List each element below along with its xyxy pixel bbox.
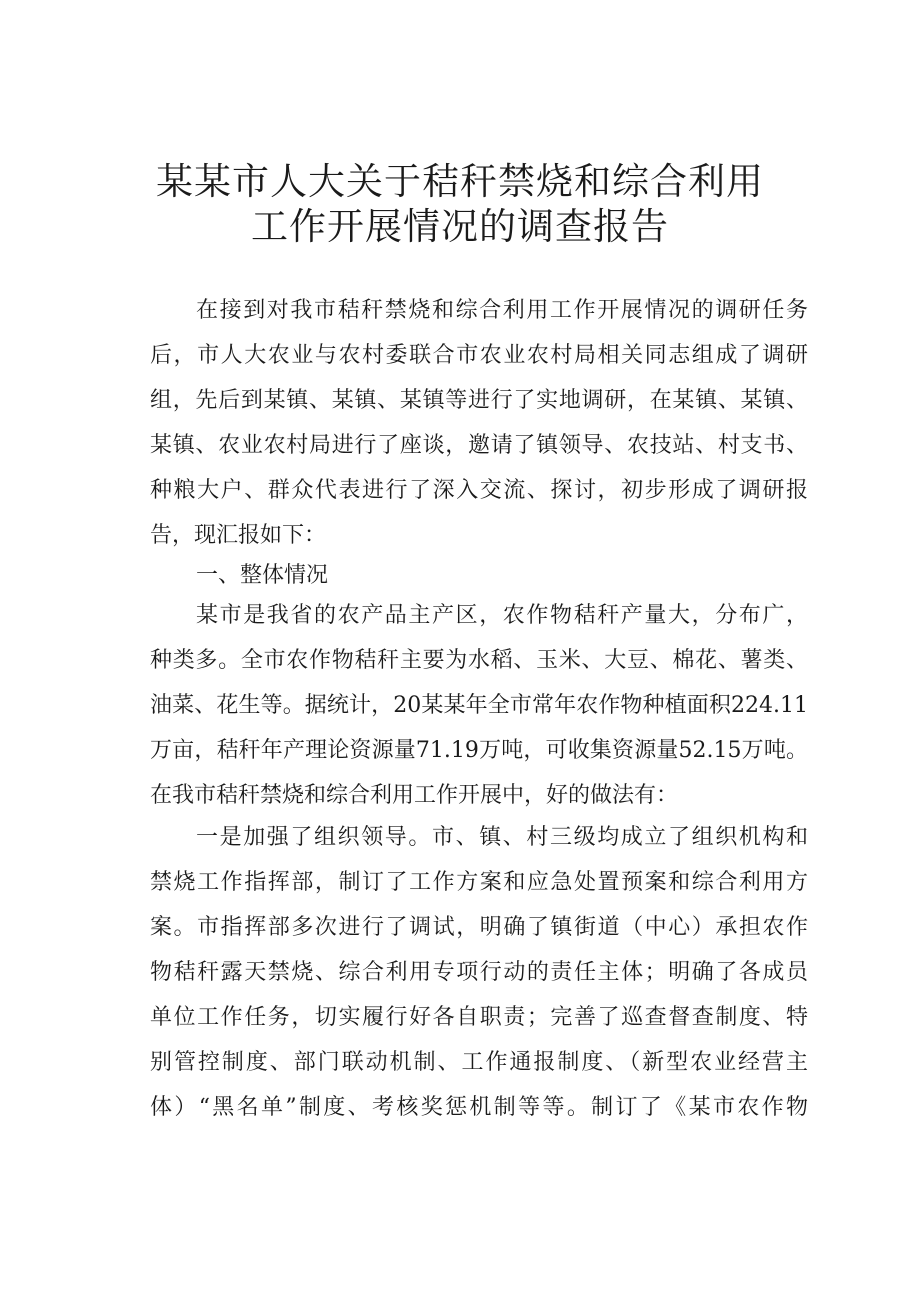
paragraph-line: 种粮大户、群众代表进行了深入交流、探讨，初步形成了调研报 [150,478,808,503]
paragraph-line: 体）“黑名单”制度、考核奖惩机制等等。制订了《某市农作物 [150,1095,808,1120]
paragraph-line: 某镇、农业农村局进行了座谈，邀请了镇领导、农技站、村支书、 [150,433,808,458]
paragraph-line: 案。市指挥部多次进行了调试，明确了镇街道（中心）承担农作 [150,915,808,940]
paragraph-line: 万亩，秸秆年产理论资源量71.19万吨，可收集资源量52.15万吨。 [150,738,808,763]
paragraph-line: 单位工作任务，切实履行好各自职责；完善了巡查督查制度、特 [150,1005,808,1030]
paragraph-line: 组，先后到某镇、某镇、某镇等进行了实地调研，在某镇、某镇、 [150,388,808,413]
report-title-line-1: 某某市人大关于秸秆禁烧和综合利用 [156,160,764,203]
paragraph-line: 告，现汇报如下： [150,523,327,548]
report-title-line-2: 工作开展情况的调查报告 [251,205,669,248]
paragraph-line: 一是加强了组织领导。市、镇、村三级均成立了组织机构和 [196,825,808,850]
section-heading: 一、整体情况 [196,563,329,588]
paragraph-line: 油菜、花生等。据统计，20某某年全市常年农作物种植面积224.11 [150,693,808,718]
paragraph-line: 种类多。全市农作物秸秆主要为水稻、玉米、大豆、棉花、薯类、 [150,648,808,673]
paragraph-line: 后，市人大农业与农村委联合市农业农村局相关同志组成了调研 [150,343,808,368]
paragraph-line: 在我市秸秆禁烧和综合利用工作开展中，好的做法有： [150,783,679,808]
paragraph-line: 某市是我省的农产品主产区，农作物秸秆产量大，分布广， [196,603,808,628]
paragraph-line: 别管控制度、部门联动机制、工作通报制度、（新型农业经营主 [150,1050,808,1075]
paragraph-line: 在接到对我市秸秆禁烧和综合利用工作开展情况的调研任务 [196,298,808,323]
paragraph-line: 禁烧工作指挥部，制订了工作方案和应急处置预案和综合利用方 [150,870,808,895]
paragraph-line: 物秸秆露天禁烧、综合利用专项行动的责任主体；明确了各成员 [150,960,808,985]
